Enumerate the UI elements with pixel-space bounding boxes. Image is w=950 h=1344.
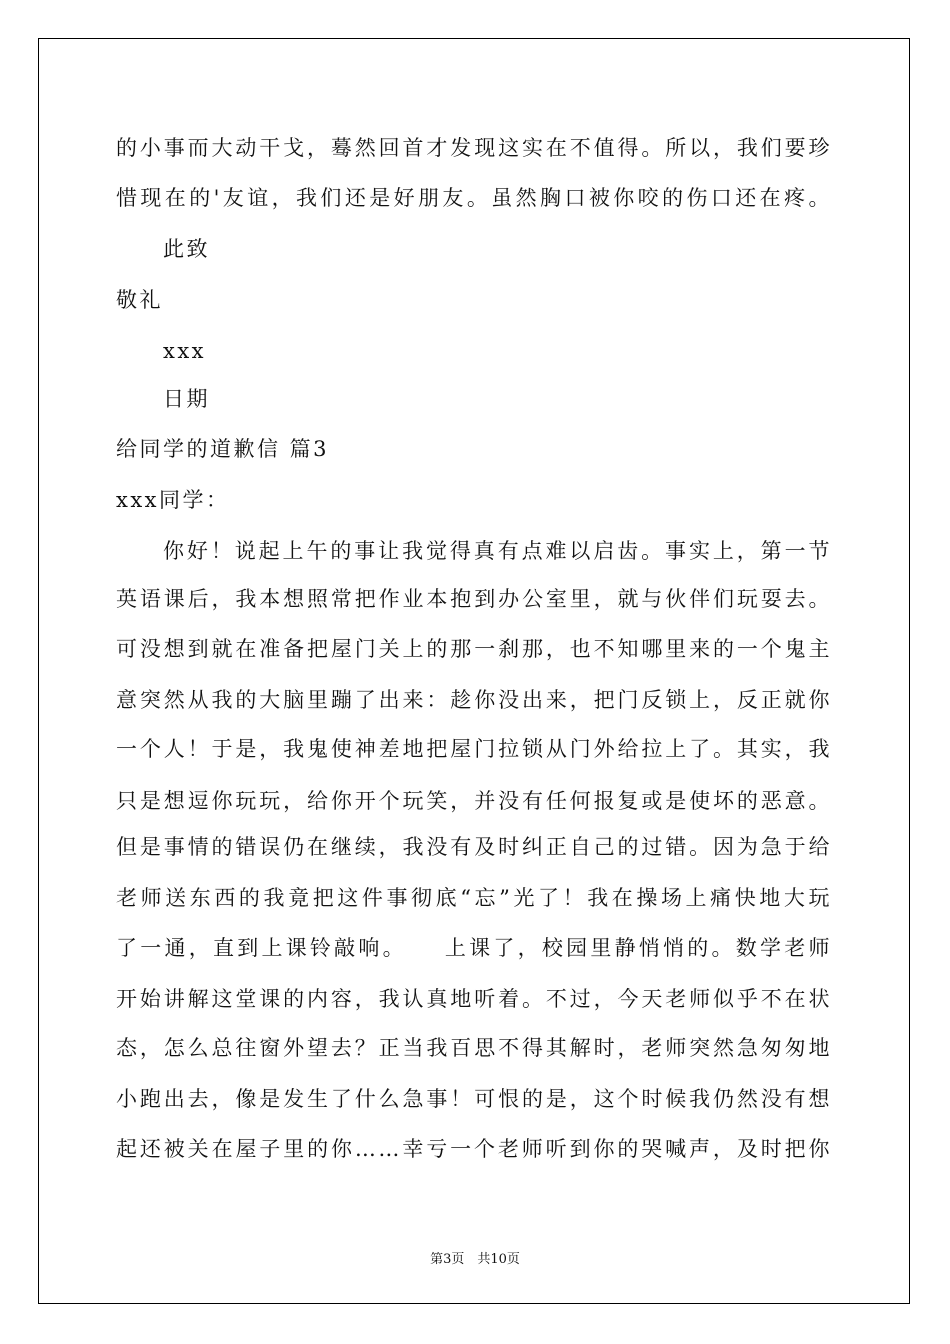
page-number-footer: 第3页 共10页 xyxy=(430,1252,520,1267)
paragraph-line-13: 起还被关在屋子里的你……幸亏一个老师听到你的哭喊声，及时把你 xyxy=(116,1137,832,1161)
paragraph-line-12: 小跑出去，像是发生了什么急事！可恨的是，这个时候我仍然没有想 xyxy=(116,1087,832,1111)
paragraph-line-7: 但是事情的错误仍在继续，我没有及时纠正自己的过错。因为急于给 xyxy=(116,835,832,859)
body-line-2: 惜现在的'友谊，我们还是好朋友。虽然胸口被你咬的伤口还在疼。 xyxy=(116,186,832,210)
page-border xyxy=(38,38,910,1304)
paragraph-line-1: 你好！说起上午的事让我觉得真有点难以启齿。事实上，第一节 xyxy=(163,539,832,563)
signature-date: 日期 xyxy=(163,387,210,411)
letter-greeting: xxx同学： xyxy=(116,488,230,512)
paragraph-line-2: 英语课后，我本想照常把作业本抱到办公室里，就与伙伴们玩耍去。 xyxy=(116,587,832,611)
paragraph-line-10: 开始讲解这堂课的内容，我认真地听着。不过，今天老师似乎不在状 xyxy=(116,987,832,1011)
paragraph-line-9: 了一通，直到上课铃敲响。 上课了，校园里静悄悄的。数学老师 xyxy=(116,936,832,960)
body-line-1: 的小事而大动干戈，蓦然回首才发现这实在不值得。所以，我们要珍 xyxy=(116,136,832,160)
paragraph-line-11: 态，怎么总往窗外望去？正当我百思不得其解时，老师突然急匆匆地 xyxy=(116,1036,832,1060)
paragraph-line-5: 一个人！于是，我鬼使神差地把屋门拉锁从门外给拉上了。其实，我 xyxy=(116,737,832,761)
paragraph-line-4: 意突然从我的大脑里蹦了出来：趁你没出来，把门反锁上，反正就你 xyxy=(116,688,832,712)
paragraph-line-6: 只是想逗你玩玩，给你开个玩笑，并没有任何报复或是使坏的恶意。 xyxy=(116,789,832,813)
section-heading: 给同学的道歉信 篇3 xyxy=(116,437,330,461)
paragraph-line-8: 老师送东西的我竟把这件事彻底“忘”光了！我在操场上痛快地大玩 xyxy=(116,886,832,910)
paragraph-line-3: 可没想到就在准备把屋门关上的那一刹那，也不知哪里来的一个鬼主 xyxy=(116,637,832,661)
closing-regards: 敬礼 xyxy=(116,288,163,312)
closing-salutation: 此致 xyxy=(163,237,210,261)
signature-name: xxx xyxy=(163,339,207,363)
